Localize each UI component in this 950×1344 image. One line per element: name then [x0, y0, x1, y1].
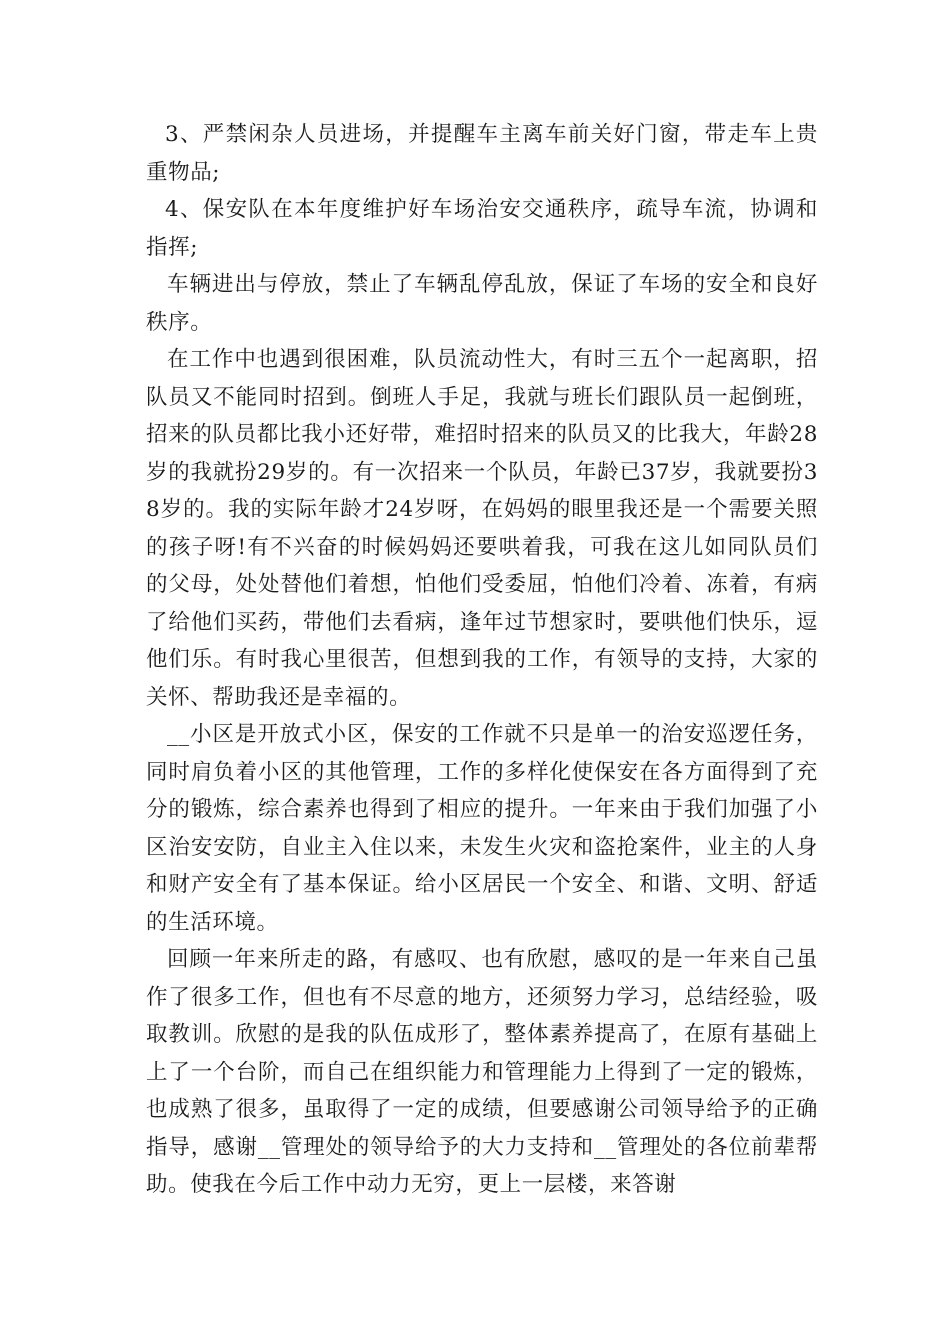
paragraph-vehicle-order: 车辆进出与停放，禁止了车辆乱停乱放，保证了车场的安全和良好秩序。 — [146, 272, 818, 335]
paragraph-review: 回顾一年来所走的路，有感叹、也有欣慰，感叹的是一年来自己虽作了很多工作，但也有不尽意的地方，还须努力学习，总结经验，吸取教训。欣慰的是我的队伍成形了，整体素养提高了，在原有基础上上了一个台阶，而自己在组织能力和管理能力上得到了一定的锻炼，也成熟了很多，虽取得了一定的成绩，但要感谢公司领导给予的正确指导，感谢__管理处的领导给予的大力支持和__管理处的各位前辈帮助。使我在今后工作中动力无穷，更上一层楼，来答谢 — [146, 947, 818, 1197]
document-body — [146, 116, 818, 1204]
paragraph-difficulties: 在工作中也遇到很困难，队员流动性大，有时三五个一起离职，招队员又不能同时招到。倒班人手足，我就与班长们跟队员一起倒班，招来的队员都比我小还好带，难招时招来的队员又的比我大，年龄28岁的我就扮29岁的。有一次招来一个队员，年龄已37岁，我就要扮38岁的。我的实际年龄才24岁呀，在妈妈的眼里我还是一个需要关照的孩子呀!有不兴奋的时候妈妈还要哄着我，可我在这儿如同队员们的父母，处处替他们着想，怕他们受委屈，怕他们冷着、冻着，有病了给他们买药，带他们去看病，逢年过节想家时，要哄他们快乐，逗他们乐。有时我心里很苦，但想到我的工作，有领导的支持，大家的关怀、帮助我还是幸福的。 — [146, 347, 818, 710]
paragraph-item-3: 3、严禁闲杂人员进场，并提醒车主离车前关好门窗，带走车上贵重物品; — [146, 122, 818, 185]
paragraph-open-community: __小区是开放式小区，保安的工作就不只是单一的治安巡逻任务，同时肩负着小区的其他管理，工作的多样化使保安在各方面得到了充分的锻炼，综合素养也得到了相应的提升。一年来由于我们加强了小区治安安防，自业主入住以来，未发生火灾和盗抢案件，业主的人身和财产安全有了基本保证。给小区居民一个安全、和谐、文明、舒适的生活环境。 — [146, 722, 818, 935]
paragraph-item-4: 4、保安队在本年度维护好车场治安交通秩序，疏导车流，协调和指挥; — [146, 197, 818, 260]
